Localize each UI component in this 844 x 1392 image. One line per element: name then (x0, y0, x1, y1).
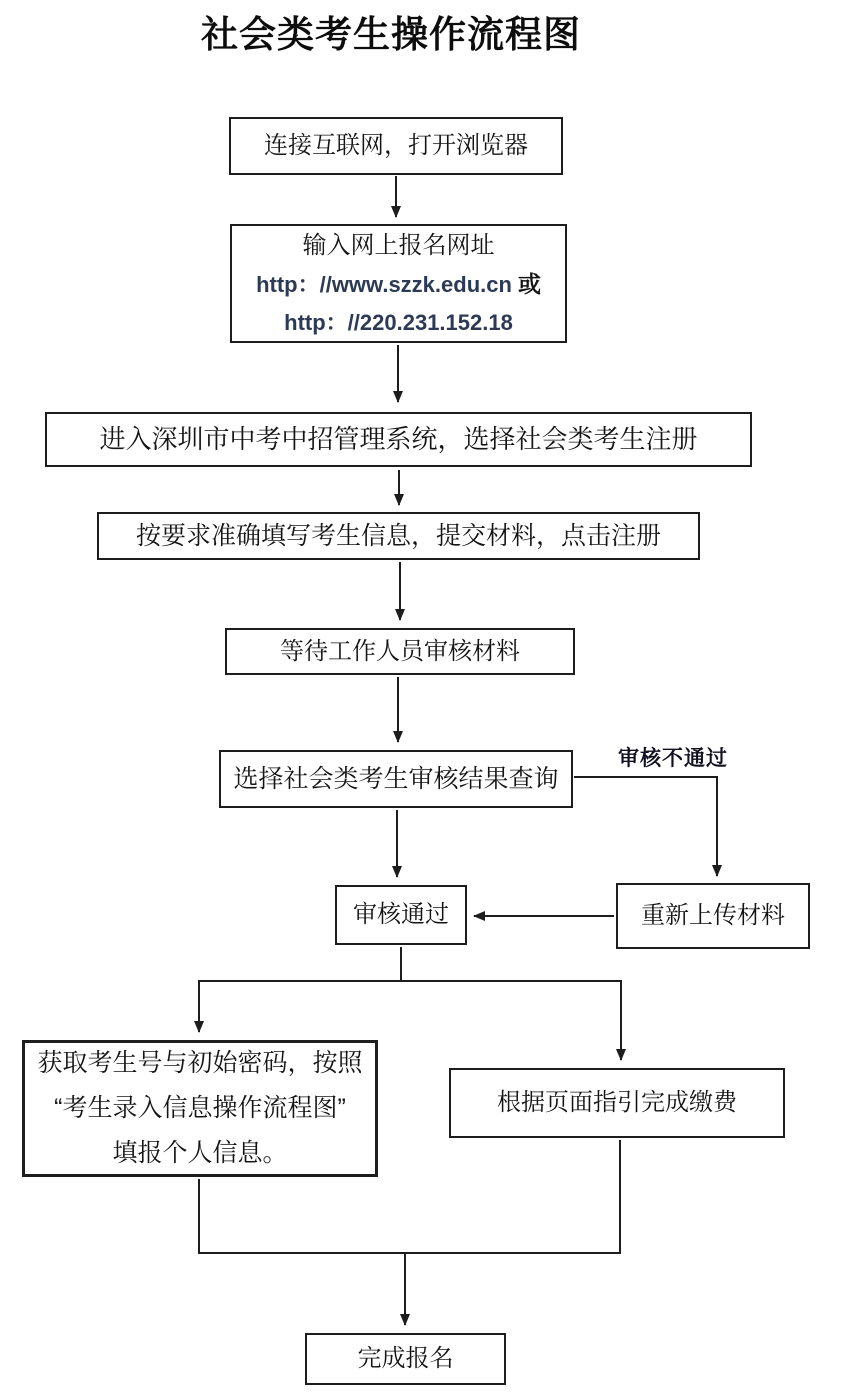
flow-node-query-result (219, 750, 573, 808)
flow-node-enter-url (230, 224, 567, 343)
node-label: 进入深圳市中考中招管理系统，选择社会类考生注册 (99, 423, 698, 454)
flow-node-get-id (22, 1040, 378, 1177)
node-label: 按要求准确填写考生信息，提交材料，点击注册 (135, 521, 661, 550)
node-label: 审核通过 (353, 901, 449, 929)
url-line-secondary: http：//220.231.152.18 (284, 309, 513, 335)
node-label: 根据页面指引完成缴费 (497, 1089, 737, 1117)
flow-node-reupload (616, 883, 810, 949)
url-text: http：//www.szzk.edu.cn (256, 271, 512, 297)
flow-node-connect-internet (229, 117, 563, 175)
node-label-line1: 获取考生号与初始密码，按照 (37, 1049, 363, 1077)
node-label-line3: 填报个人信息。 (112, 1139, 288, 1167)
flow-node-done (305, 1333, 506, 1385)
url-or-label: 或 (517, 270, 541, 297)
node-label: 完成报名 (357, 1345, 454, 1373)
node-label: 输入网上报名网址 (302, 231, 495, 259)
node-label-line2: “考生录入信息操作流程图” (54, 1094, 346, 1122)
flow-node-pay (449, 1068, 785, 1138)
node-label: 选择社会类考生审核结果查询 (233, 764, 559, 793)
flow-node-review-passed (335, 885, 467, 945)
node-label: 等待工作人员审核材料 (280, 637, 520, 665)
page-title: 社会类考生操作流程图 (201, 14, 581, 55)
arrow-reject-to-reupload (574, 777, 717, 876)
url-line-primary (256, 270, 541, 300)
node-label: 重新上传材料 (641, 902, 785, 930)
flow-node-fill-info (97, 512, 700, 560)
node-label: 连接互联网，打开浏览器 (264, 132, 528, 160)
flow-node-wait-review (225, 628, 575, 675)
reject-branch-label: 审核不通过 (618, 747, 728, 770)
flow-node-enter-system (45, 412, 752, 467)
